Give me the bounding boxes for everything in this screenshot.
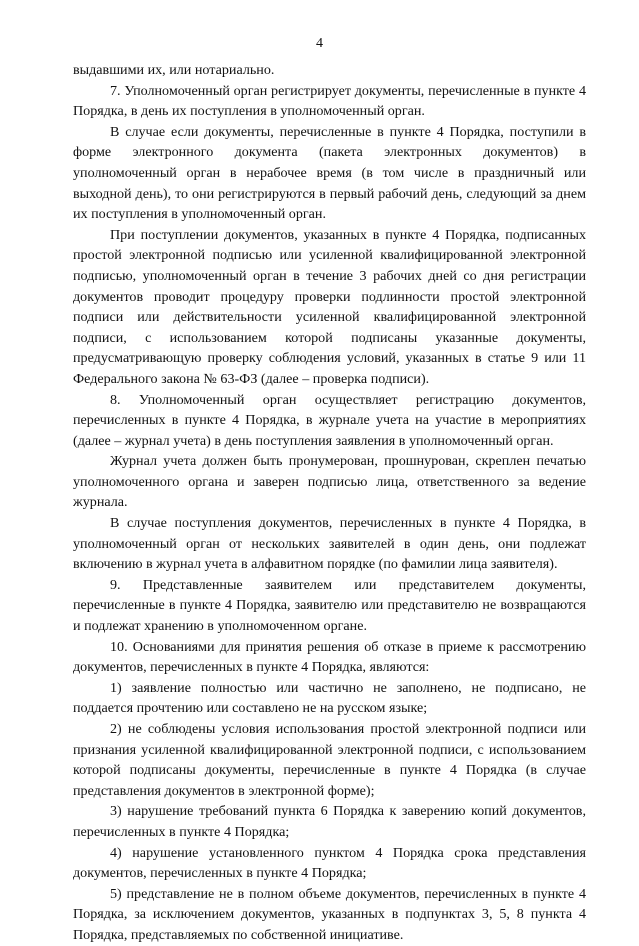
paragraph-continuation: выдавшими их, или нотариально. [73,62,275,78]
document-body [73,60,586,946]
paragraph-item-9: 9. Представленные заявителем или представителем документы, перечисленные в пункте 4 Порядка, заявителю или представителю не возвращаются и подлежат хранению в уполномоченном органе. [73,576,586,635]
paragraph: При поступлении документов, указанных в пункте 4 Порядка, подписанных простой электронной подписью или усиленной квалифицированной электронной подписью, уполномоченный орган в течение 3 рабочих дней со дня регистрации документов проводит процедуру проверки подлинности простой электронной подписи или действительности усиленной квалифицированной электронной подписи, с использованием которой подписаны указанные документы, предусматривающую проверку соблюдения условий, указанных в статье 9 или 11 Федерального закона № 63-ФЗ (далее – проверка подписи). [73,226,586,387]
paragraph: Журнал учета должен быть пронумерован, прошнурован, скреплен печатью уполномоченного органа и заверен подписью лица, ответственного за ведение журнала. [73,453,586,511]
page-number: 4 [316,36,323,51]
paragraph-item-7: 7. Уполномоченный орган регистрирует документы, перечисленные в пункте 4 Порядка, в день их поступления в уполномоченный орган. [73,82,586,120]
paragraph-item-10: 10. Основаниями для принятия решения об отказе в приеме к рассмотрению документов, перечисленных в пункте 4 Порядка, являются: [73,638,586,676]
list-item-1: 1) заявление полностью или частично не заполнено, не подписано, не поддается прочтению или составлено не на русском языке; [73,679,586,717]
list-item-2: 2) не соблюдены условия использования простой электронной подписи или признания усиленной квалифицированной электронной подписи, с использованием которой подписаны документы, перечисленные в пункте 4 Порядка (в случае представления документов в электронной форме); [73,721,586,799]
list-item-4: 4) нарушение установленного пунктом 4 Порядка срока представления документов, перечисленных в пункте 4 Порядка; [73,844,586,882]
paragraph: В случае если документы, перечисленные в пункте 4 Порядка, поступили в форме электронного документа (пакета электронных документов) в уполномоченный орган в нерабочее время (в том числе в праздничный или выходной день), то они регистрируются в первый рабочий день, следующий за днем их поступления в уполномоченный орган. [73,123,586,223]
paragraph-item-8: 8. Уполномоченный орган осуществляет регистрацию документов, перечисленных в пункте 4 Порядка, в журнале учета на участие в мероприятиях (далее – журнал учета) в день поступления заявления в уполномоченный орган. [73,391,586,449]
list-item-5: 5) представление не в полном объеме документов, перечисленных в пункте 4 Порядка, за исключением документов, указанных в подпунктах 3, 5, 8 пункта 4 Порядка, представляемых по собственной инициативе. [73,885,586,943]
list-item-3: 3) нарушение требований пункта 6 Порядка к заверению копий документов, перечисленных в пункте 4 Порядка; [73,803,586,840]
paragraph: В случае поступления документов, перечисленных в пункте 4 Порядка, в уполномоченный орган от нескольких заявителей в один день, они подлежат включению в журнал учета в алфавитном порядке (по фамилии лица заявителя). [73,515,586,573]
